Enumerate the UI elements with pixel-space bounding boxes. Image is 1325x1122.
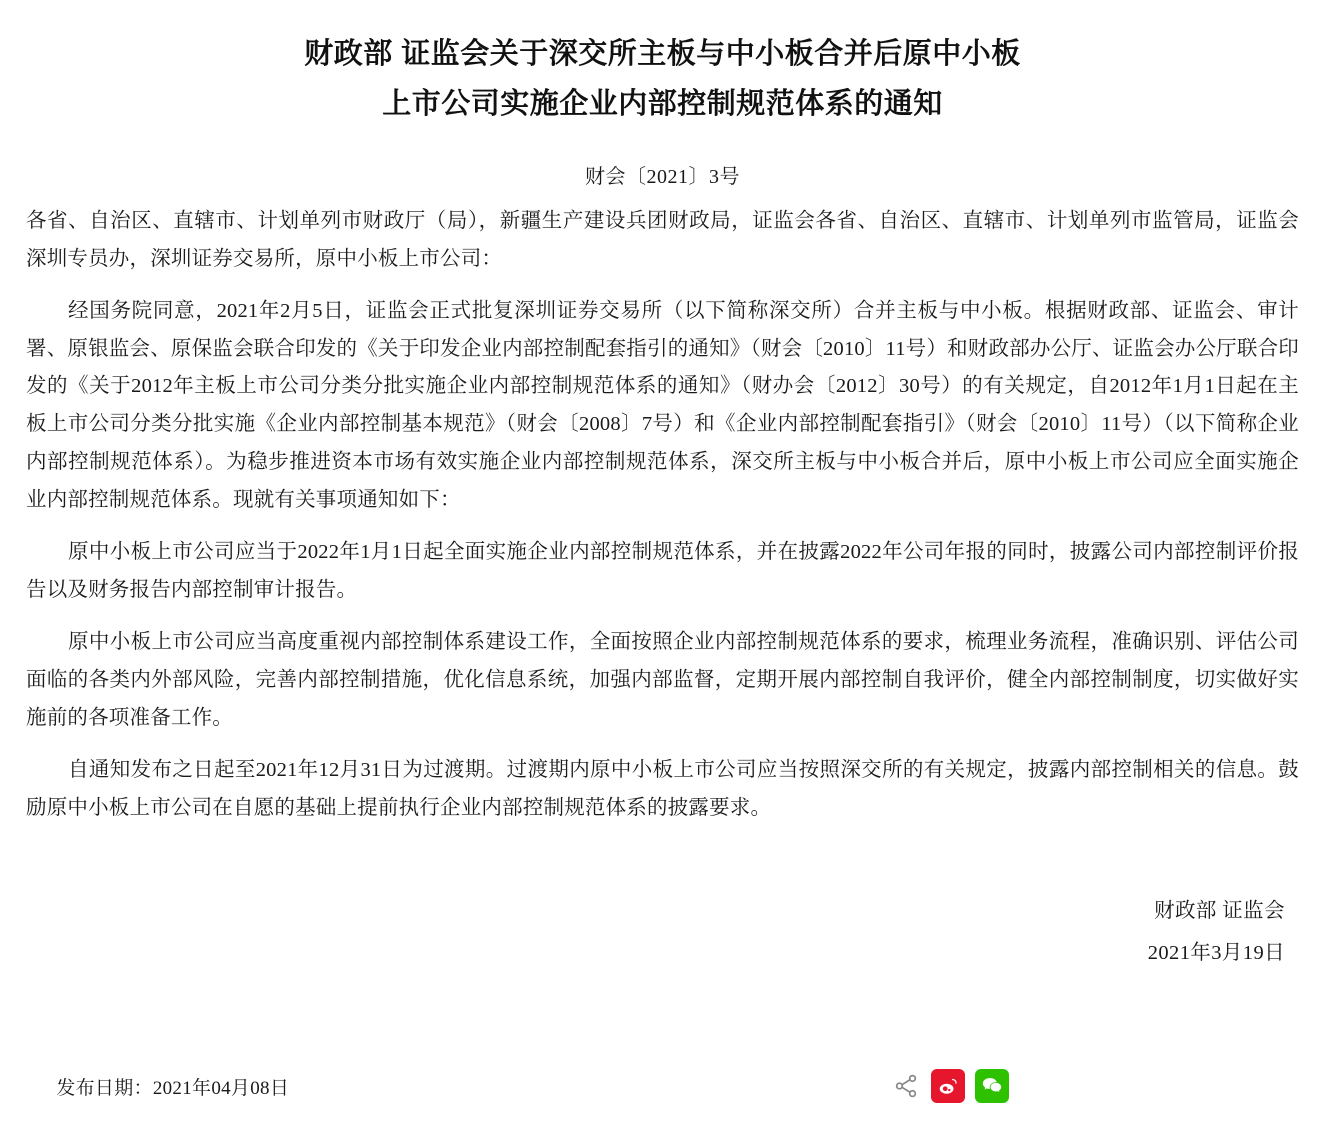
publish-date-value: 2021年04月08日 (152, 1077, 290, 1099)
bottom-spacer (26, 974, 1299, 1054)
weibo-icon[interactable] (931, 1069, 965, 1103)
body-paragraph-4: 自通知发布之日起至2021年12月31日为过渡期。过渡期内原中小板上市公司应当按照深交所的有关规定，披露内部控制相关的信息。鼓励原中小板上市公司在自愿的基础上提前执行企业内部控制规范体系的披露要求。 (26, 758, 1299, 819)
share-nodes-icon[interactable] (891, 1071, 921, 1101)
page-title-line-2: 上市公司实施企业内部控制规范体系的通知 (382, 87, 943, 120)
page-footer (0, 1058, 1325, 1120)
publish-date (26, 1051, 289, 1122)
wechat-icon[interactable] (975, 1069, 1009, 1103)
page-title-line-1: 财政部 证监会关于深交所主板与中小板合并后原中小板 (304, 38, 1021, 70)
document-number: 财会〔2021〕3号 (585, 165, 740, 188)
recipients-paragraph: 各省、自治区、直辖市、计划单列市财政厅（局），新疆生产建设兵团财政局，证监会各省、自治区、直辖市、计划单列市监管局，证监会深圳专员办，深圳证券交易所，原中小板上市公司： (26, 209, 1299, 270)
share-buttons (891, 1069, 1009, 1103)
body-paragraph-3: 原中小板上市公司应当高度重视内部控制体系建设工作，全面按照企业内部控制规范体系的要求，梳理业务流程，准确识别、评估公司面临的各类内外部风险，完善内部控制措施，优化信息系统，加强内部监督，定期开展内部控制自我评价，健全内部控制制度，切实做好实施前的各项准备工作。 (26, 630, 1299, 729)
publish-date-label: 发布日期： (56, 1077, 153, 1099)
signature-block (26, 890, 1299, 974)
document-body (26, 203, 1299, 828)
body-paragraph-2: 原中小板上市公司应当于2022年1月1日起全面实施企业内部控制规范体系，并在披露2022年公司年报的同时，披露公司内部控制评价报告以及财务报告内部控制审计报告。 (26, 541, 1299, 602)
page-title (86, 30, 1239, 130)
signature-date: 2021年3月19日 (1147, 941, 1285, 964)
signature-organization: 财政部 证监会 (1154, 899, 1285, 922)
body-paragraph-1: 经国务院同意，2021年2月5日，证监会正式批复深圳证券交易所（以下简称深交所）合并主板与中小板。根据财政部、证监会、审计署、原银监会、原保监会联合印发的《关于印发企业内部控制配套指引的通知》（财会〔2010〕11号）和财政部办公厅、证监会办公厅联合印发的《关于2012年主板上市公司分类分批实施企业内部控制规范体系的通知》（财办会〔2012〕30号）的有关规定，自2012年1月1日起在主板上市公司分类分批实施《企业内部控制基本规范》（财会〔2008〕7号）和《企业内部控制配套指引》（财会〔2010〕11号）（以下简称企业内部控制规范体系）。为稳步推进资本市场有效实施企业内部控制规范体系，深交所主板与中小板合并后，原中小板上市公司应全面实施企业内部控制规范体系。现就有关事项通知如下： (26, 299, 1299, 512)
